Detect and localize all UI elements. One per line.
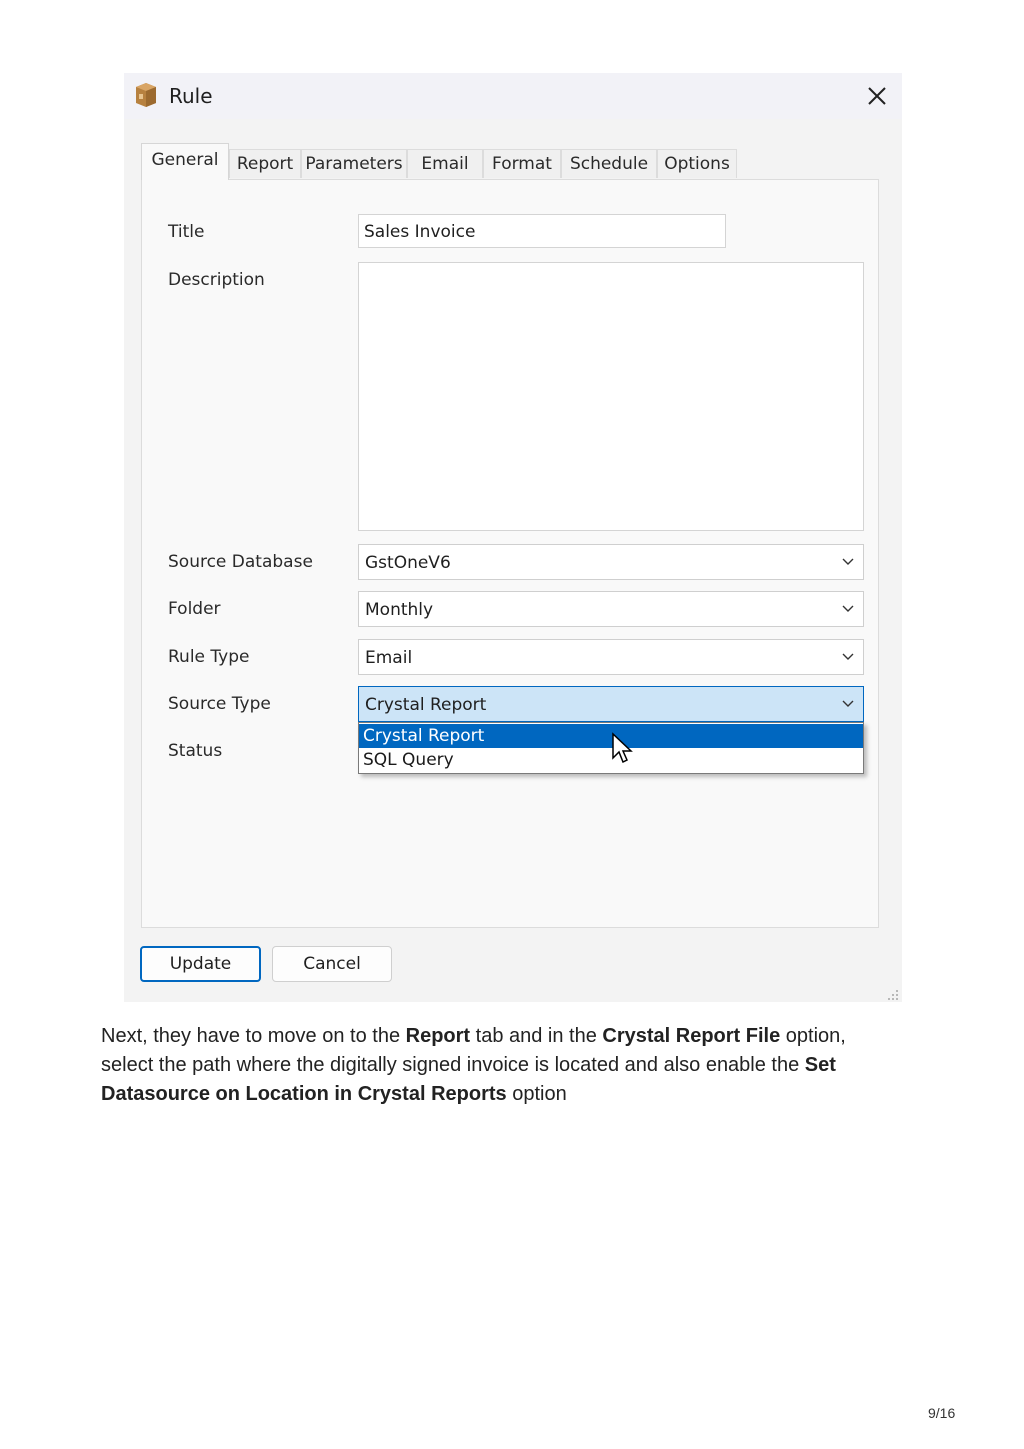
article-paragraph bbox=[101, 1022, 901, 1109]
tab-parameters[interactable]: Parameters bbox=[301, 149, 407, 178]
mouse-pointer-icon bbox=[611, 732, 635, 766]
title-input-value: Sales Invoice bbox=[364, 222, 476, 242]
source-database-value: GstOneV6 bbox=[365, 553, 451, 573]
chevron-down-icon bbox=[841, 697, 855, 711]
source-type-select[interactable] bbox=[358, 686, 864, 722]
bold-report: Report bbox=[405, 1025, 471, 1047]
cancel-button[interactable]: Cancel bbox=[272, 946, 392, 982]
source-type-label: Source Type bbox=[168, 694, 271, 714]
tab-email[interactable]: Email bbox=[407, 149, 483, 178]
title-input[interactable] bbox=[358, 214, 726, 248]
description-label: Description bbox=[168, 270, 265, 290]
rule-dialog bbox=[124, 73, 902, 1002]
chevron-down-icon bbox=[841, 650, 855, 664]
title-bar[interactable] bbox=[124, 73, 902, 119]
status-label: Status bbox=[168, 741, 223, 761]
folder-label: Folder bbox=[168, 599, 221, 619]
text-3: option, select the path where the digitally signed invoice is located and also enable the bbox=[101, 1025, 846, 1076]
bold-crystal-report-file: Crystal Report File bbox=[602, 1025, 781, 1047]
window-title: Rule bbox=[169, 84, 213, 108]
resize-grip-icon[interactable] bbox=[884, 986, 900, 1002]
page-number: 9/16 bbox=[928, 1405, 956, 1421]
rule-type-label: Rule Type bbox=[168, 647, 250, 667]
option-sql-query[interactable]: SQL Query bbox=[363, 750, 454, 770]
chevron-down-icon bbox=[841, 602, 855, 616]
text-2: tab and in the bbox=[470, 1025, 603, 1047]
folder-value: Monthly bbox=[365, 600, 434, 620]
tab-general[interactable]: General bbox=[141, 143, 229, 180]
title-label: Title bbox=[168, 222, 205, 242]
update-button[interactable]: Update bbox=[140, 946, 261, 982]
source-type-value: Crystal Report bbox=[365, 695, 487, 715]
app-box-icon bbox=[134, 82, 158, 108]
source-database-select[interactable] bbox=[358, 544, 864, 580]
text-1: Next, they have to move on to the bbox=[101, 1025, 406, 1047]
bold-set-datasource: Set Datasource on Location in Crystal Reports bbox=[101, 1054, 836, 1105]
source-database-label: Source Database bbox=[168, 552, 313, 572]
tab-options[interactable]: Options bbox=[657, 149, 737, 178]
description-textarea[interactable] bbox=[358, 262, 864, 531]
rule-type-select[interactable] bbox=[358, 639, 864, 675]
close-icon[interactable] bbox=[864, 83, 890, 109]
rule-type-value: Email bbox=[365, 648, 413, 668]
text-4: option bbox=[506, 1083, 567, 1105]
tab-schedule[interactable]: Schedule bbox=[561, 149, 657, 178]
tab-format[interactable]: Format bbox=[483, 149, 561, 178]
tab-report[interactable]: Report bbox=[229, 149, 301, 178]
option-crystal-report[interactable]: Crystal Report bbox=[359, 724, 863, 748]
chevron-down-icon bbox=[841, 555, 855, 569]
folder-select[interactable] bbox=[358, 591, 864, 627]
